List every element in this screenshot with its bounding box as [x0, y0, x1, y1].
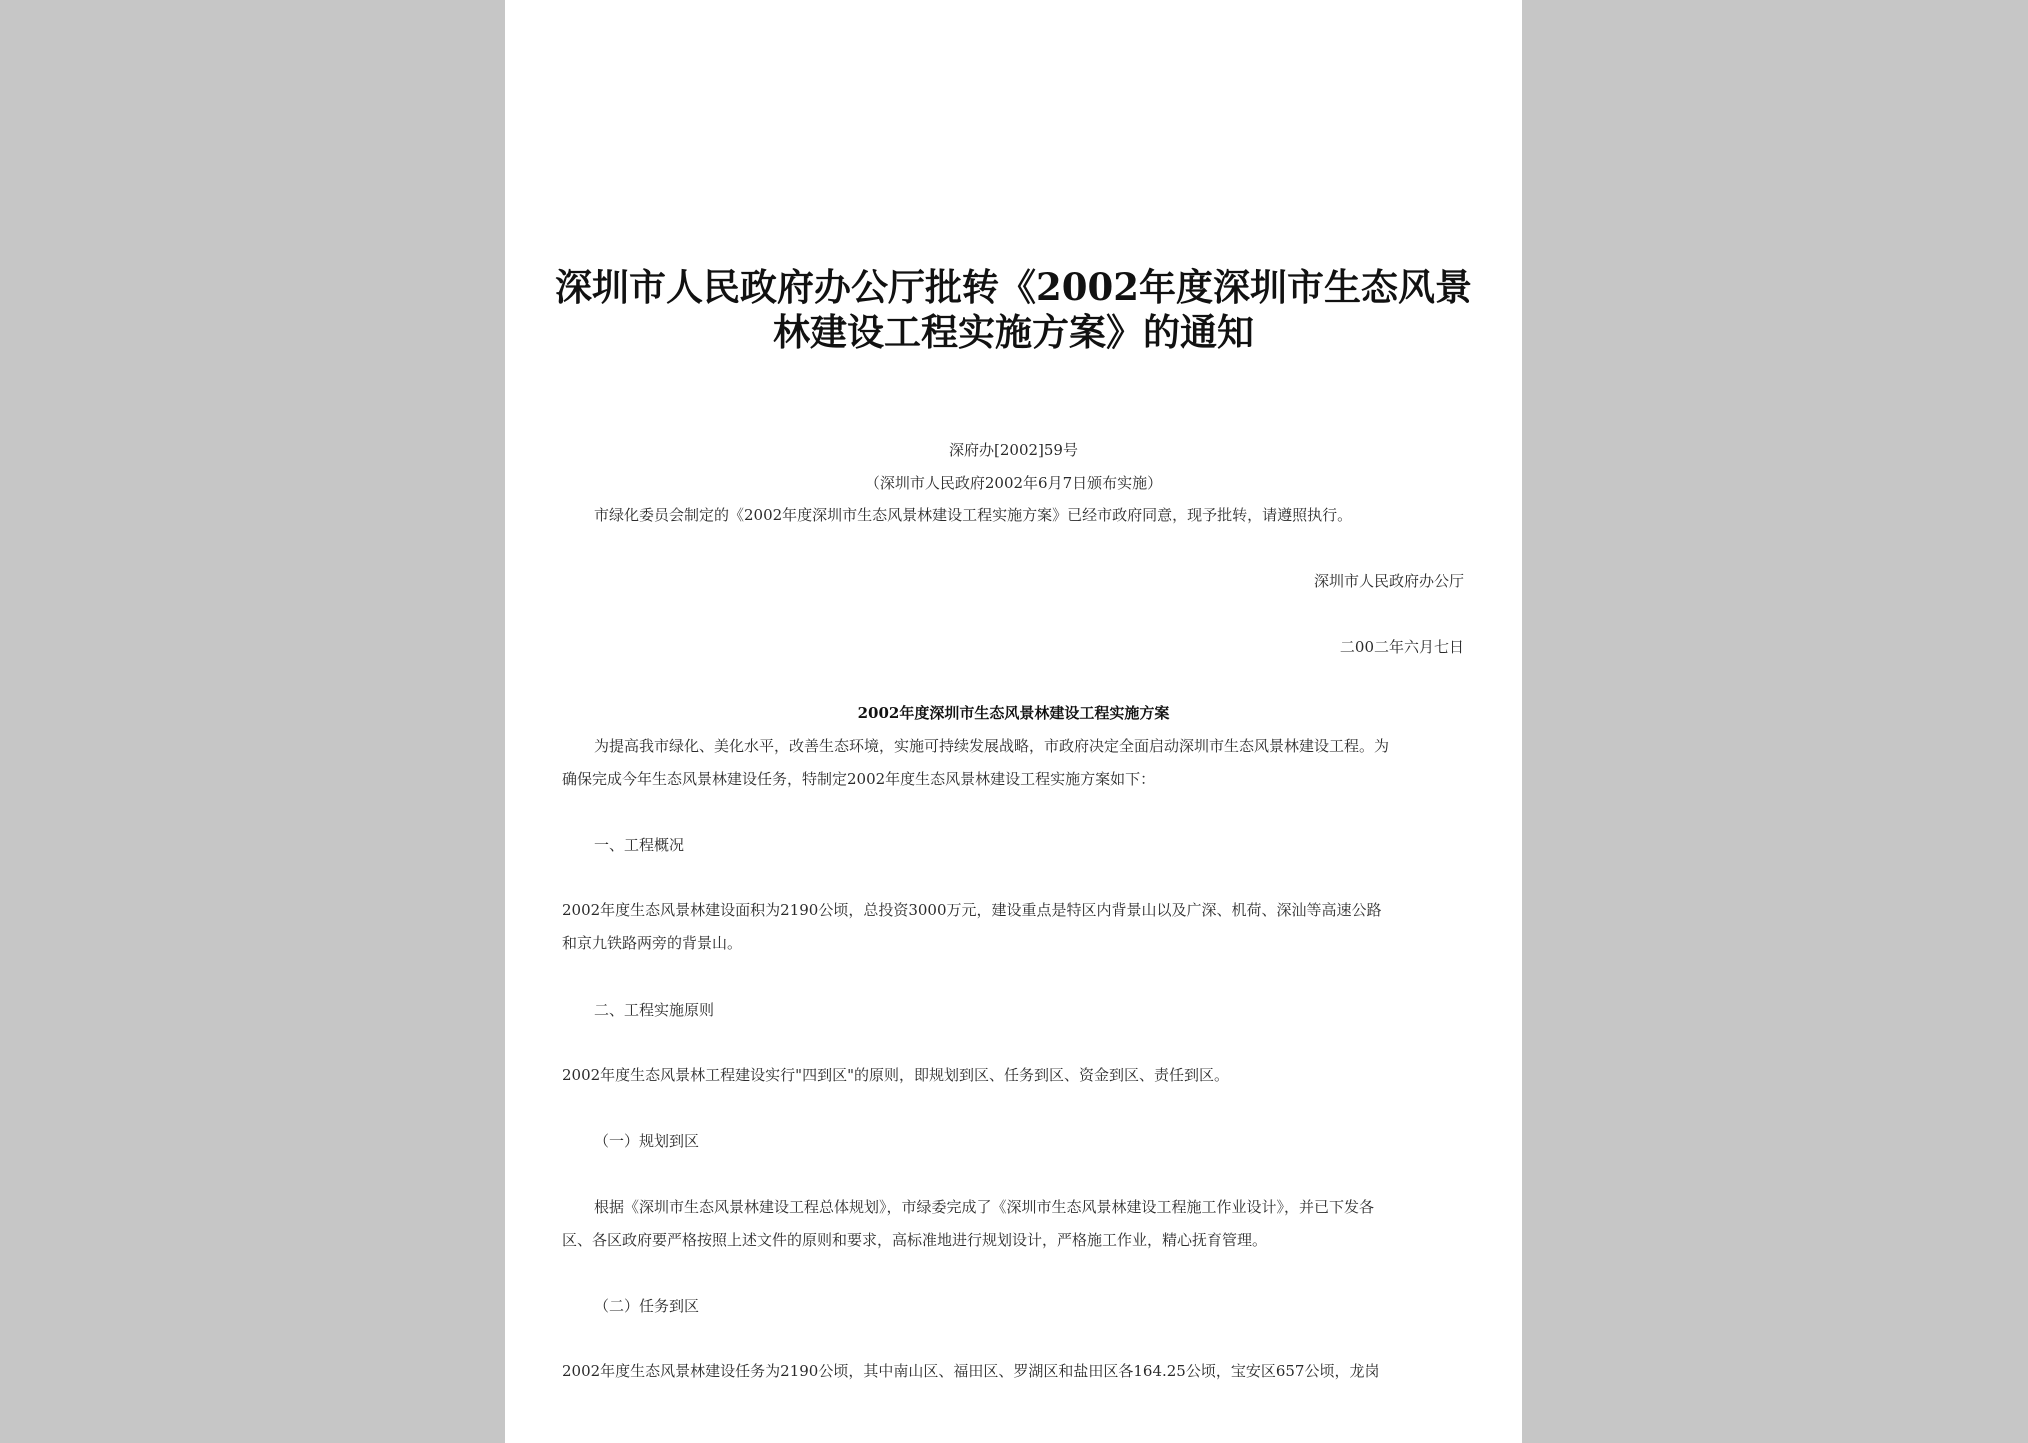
document-title-line-2: 林建设工程实施方案》的通知 [773, 310, 1254, 354]
preamble-line-2: 确保完成今年生态风景林建设任务，特制定2002年度生态风景林建设工程实施方案如下： [562, 770, 1156, 788]
preamble-line-1: 为提高我市绿化、美化水平，改善生态环境，实施可持续发展战略，市政府决定全面启动深圳市生态风景林建设工程。为 [594, 737, 1390, 755]
subsection-2-line-1: 2002年度生态风景林建设任务为2190公顷，其中南山区、福田区、罗湖区和盐田区各164.25公顷，宝安区657公顷，龙岗 [562, 1362, 1380, 1380]
issue-date: 二00二年六月七日 [1339, 638, 1464, 656]
section-2-body: 2002年度生态风景林工程建设实行"四到区"的原则，即规划到区、任务到区、资金到区、责任到区。 [562, 1066, 1229, 1084]
section-2-heading: 二、工程实施原则 [594, 1001, 715, 1019]
section-1-line-1: 2002年度生态风景林建设面积为2190公顷，总投资3000万元，建设重点是特区内背景山以及广深、机荷、深汕等高速公路 [562, 901, 1382, 919]
document-number: 深府办[2002]59号 [949, 441, 1078, 459]
section-1-heading: 一、工程概况 [594, 836, 685, 854]
subsection-1-line-2: 区、各区政府要严格按照上述文件的原则和要求，高标准地进行规划设计，严格施工作业，精心抚育管理。 [562, 1231, 1268, 1249]
subsection-2-heading: （二）任务到区 [594, 1297, 700, 1315]
issue-note: （深圳市人民政府2002年6月7日颁布实施） [864, 474, 1163, 492]
subsection-1-heading: （一）规划到区 [594, 1132, 700, 1150]
plan-title: 2002年度深圳市生态风景林建设工程实施方案 [857, 704, 1170, 722]
issuer-signature: 深圳市人民政府办公厅 [1313, 572, 1464, 590]
intro-paragraph: 市绿化委员会制定的《2002年度深圳市生态风景林建设工程实施方案》已经市政府同意，现予批转，请遵照执行。 [594, 506, 1353, 524]
document-page [505, 0, 1522, 1443]
section-1-line-2: 和京九铁路两旁的背景山。 [562, 934, 743, 952]
subsection-1-line-1: 根据《深圳市生态风景林建设工程总体规划》，市绿委完成了《深圳市生态风景林建设工程施工作业设计》，并已下发各 [594, 1198, 1375, 1216]
document-title-line-1: 深圳市人民政府办公厅批转《2002年度深圳市生态风景 [555, 265, 1472, 309]
